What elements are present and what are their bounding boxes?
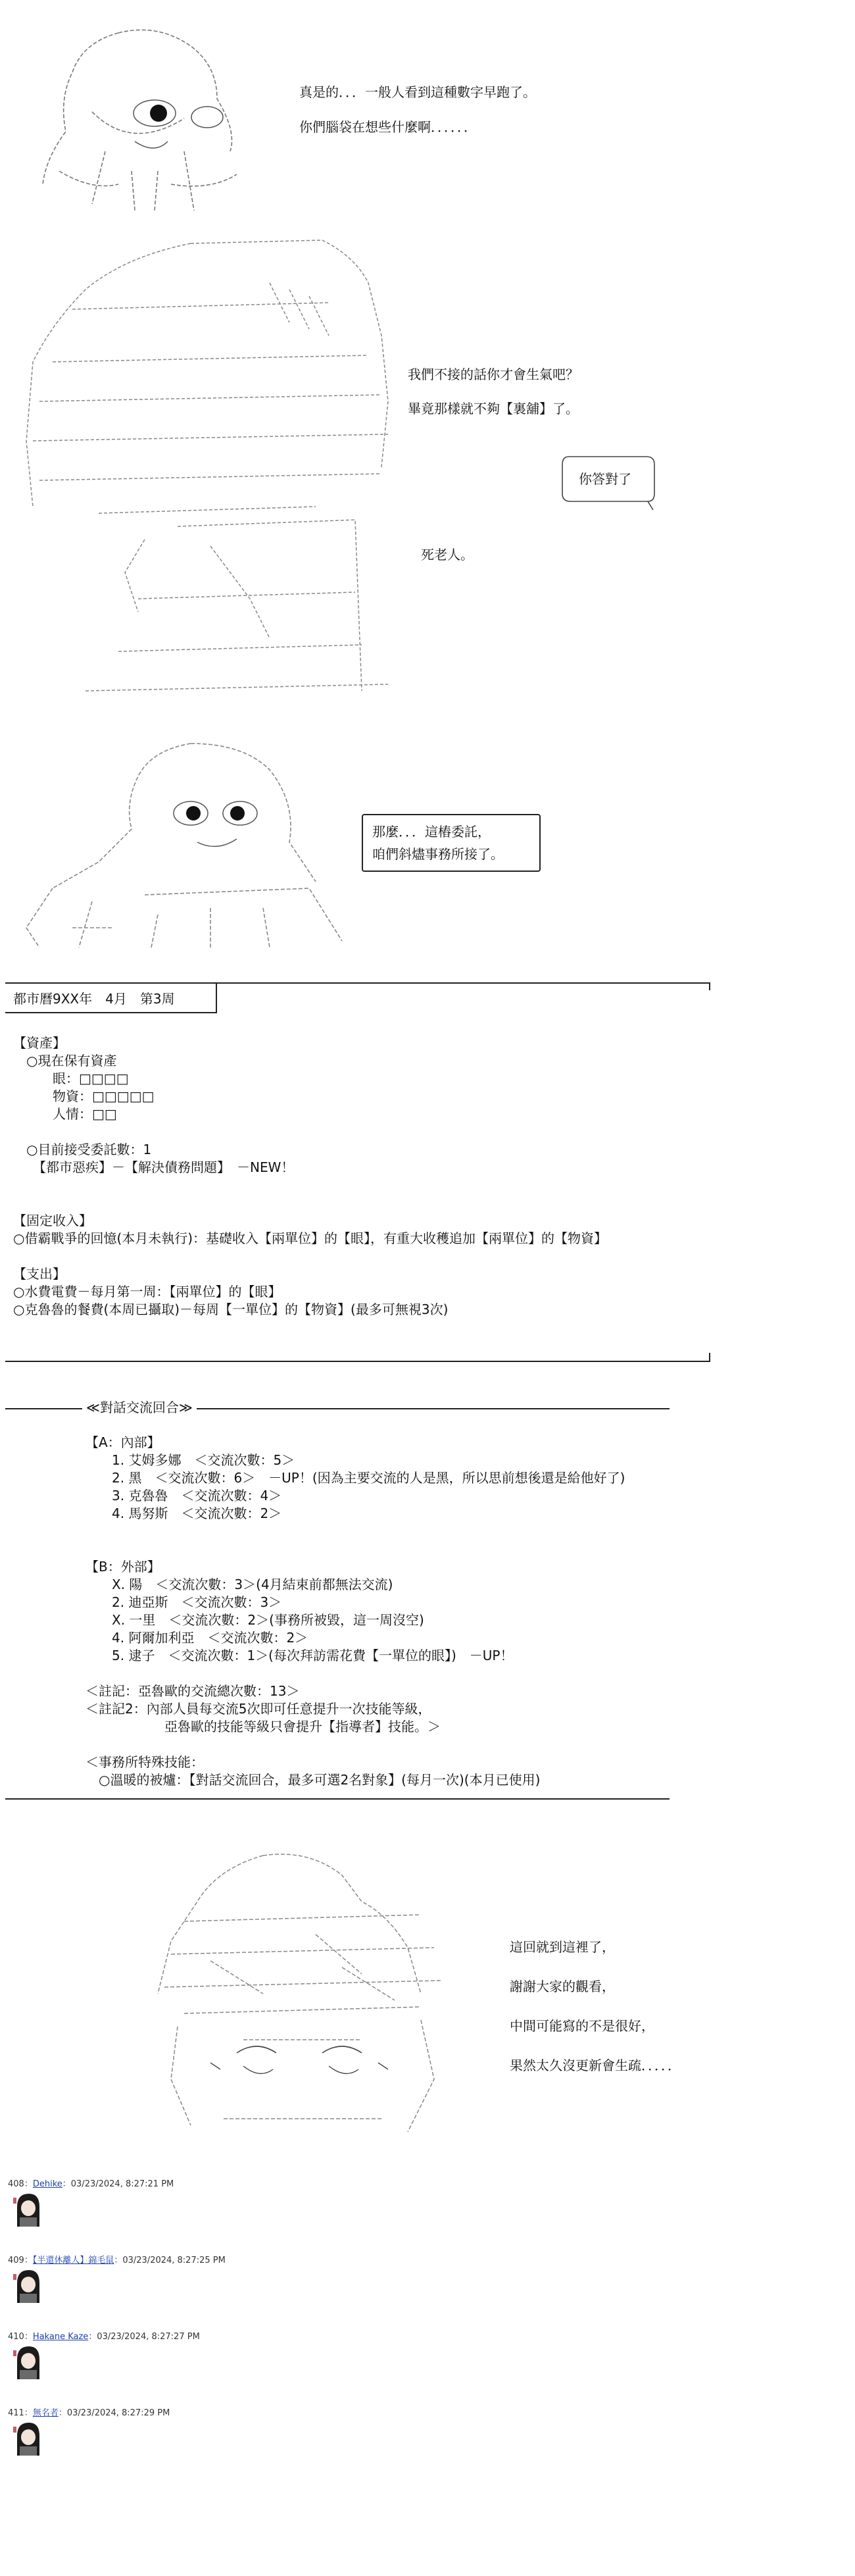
post-username-link[interactable]: Hakane Kaze bbox=[32, 2332, 89, 2342]
dialogue-line: 5. 逮子 ＜交流次數：1＞(每次拜訪需花費【一單位的眼】) －UP！ bbox=[86, 1648, 514, 1663]
panel3-dialogue-box bbox=[362, 814, 541, 872]
status-line: ○借霸戰爭的回憶(本月未執行)：基礎收入【兩單位】的【眼】，有重大收穫追加【兩單位】的【物資】 bbox=[13, 1230, 608, 1246]
post-username-link[interactable]: Dehike bbox=[32, 2179, 62, 2189]
post-timestamp: ：03/23/2024, 8:27:29 PM bbox=[58, 2408, 170, 2418]
dialogue-line: ＜註記：亞魯歐的交流總次數：13＞ bbox=[86, 1683, 300, 1699]
status-line bbox=[13, 1248, 607, 1265]
status-line bbox=[13, 1123, 607, 1141]
avatar bbox=[12, 2344, 42, 2381]
status-line: 【支出】 bbox=[13, 1266, 66, 1282]
status-header: 都市曆9XX年 4月 第3周 bbox=[13, 991, 175, 1007]
post-timestamp: ：03/23/2024, 8:27:21 PM bbox=[62, 2179, 174, 2189]
ascii-art-character-3 bbox=[13, 730, 355, 954]
status-top-rule bbox=[5, 982, 710, 984]
post-number: 410： bbox=[8, 2332, 33, 2342]
status-line bbox=[13, 1194, 607, 1212]
post-header bbox=[8, 2406, 170, 2418]
status-line: ○目前接受委託數：1 bbox=[13, 1142, 152, 1157]
ascii-art-character-1 bbox=[20, 20, 270, 217]
dialogue-line: ○溫暖的被爐：【對話交流回合，最多可選2名對象】(每月一次)(本月已使用) bbox=[86, 1772, 541, 1788]
panel1-line2: 你們腦袋在想些什麼啊．．．．．． bbox=[299, 119, 477, 135]
dialogue-round-list bbox=[86, 1416, 625, 1789]
dialogue-line bbox=[86, 1523, 625, 1540]
dialogue-line: X. 陽 ＜交流次數：3＞(4月結束前都無法交流) bbox=[86, 1577, 393, 1592]
dialogue-line: 【A：內部】 bbox=[86, 1434, 160, 1450]
dialogue-line bbox=[86, 1416, 625, 1434]
ascii-art-character-4 bbox=[145, 1842, 460, 2158]
status-header-tick bbox=[216, 982, 217, 1012]
post-number: 408： bbox=[8, 2179, 33, 2189]
status-top-rule-end bbox=[709, 982, 710, 990]
panel4-line3: 中間可能寫的不是很好， bbox=[510, 2018, 654, 2034]
dialogue-line bbox=[86, 1540, 625, 1558]
status-line: ○克魯魯的餐費(本周已攝取)－每周【一單位】的【物資】(最多可無視3次) bbox=[13, 1301, 449, 1317]
panel2-line3: 死老人。 bbox=[421, 547, 474, 563]
post-number: 409： bbox=[8, 2256, 33, 2265]
panel4-line1: 這回就到這裡了， bbox=[510, 1939, 615, 1955]
dialogue-bottom-rule bbox=[5, 1798, 670, 1800]
ascii-art-character-2 bbox=[13, 230, 408, 717]
post-timestamp: ：03/23/2024, 8:27:27 PM bbox=[88, 2332, 200, 2342]
status-line bbox=[13, 1017, 607, 1034]
post-username-link[interactable]: 【半還休離人】錦毛鼠 bbox=[32, 2256, 114, 2265]
dialogue-line: X. 一里 ＜交流次數：2＞(事務所被毀，這一周沒空) bbox=[86, 1612, 424, 1628]
dialogue-line: 2. 黑 ＜交流次數：6＞ －UP！(因為主要交流的人是黑，所以思前想後還是給他好了) bbox=[86, 1470, 625, 1486]
status-header-underline bbox=[5, 1012, 217, 1013]
avatar bbox=[12, 2420, 42, 2457]
panel2-line2: 畢竟那樣就不夠【裏舖】了。 bbox=[408, 401, 579, 417]
dialogue-line bbox=[86, 1665, 625, 1682]
dialogue-line: 4. 馬努斯 ＜交流次數：2＞ bbox=[86, 1505, 282, 1521]
post-header bbox=[8, 2253, 226, 2265]
post-timestamp: ：03/23/2024, 8:27:25 PM bbox=[114, 2256, 226, 2265]
post-header bbox=[8, 2177, 174, 2189]
panel1-line1: 真是的．．．一般人看到這種數字早跑了。 bbox=[299, 84, 536, 100]
status-line: 【資產】 bbox=[13, 1035, 66, 1051]
post-header bbox=[8, 2329, 200, 2342]
panel2-line1: 我們不接的話你才會生氣吧？ bbox=[408, 366, 579, 382]
dialogue-line: 4. 阿爾加利亞 ＜交流次數：2＞ bbox=[86, 1630, 308, 1646]
avatar bbox=[12, 2191, 42, 2228]
status-line: ○現在保有資產 bbox=[13, 1053, 117, 1069]
status-line: 物資：□□□□□ bbox=[13, 1088, 155, 1104]
dialogue-line: 2. 迪亞斯 ＜交流次數：3＞ bbox=[86, 1594, 282, 1610]
status-line: ○水費電費－每月第一周：【兩單位】的【眼】 bbox=[13, 1284, 281, 1300]
dialogue-line bbox=[86, 1736, 625, 1754]
panel4-line4: 果然太久沒更新會生疏．．．．． bbox=[510, 2058, 681, 2073]
status-line: 【固定收入】 bbox=[13, 1213, 92, 1228]
panel3-line2: 咱們斜燼事務所接了。 bbox=[372, 846, 504, 862]
status-bottom-rule-end bbox=[709, 1353, 710, 1361]
panel3-line1: 那麼．．．這樁委託， bbox=[372, 824, 491, 840]
status-line: 人情：□□ bbox=[13, 1106, 117, 1122]
dialogue-line: ＜註記2：內部人員每交流5次即可任意提升一次技能等級， bbox=[86, 1701, 431, 1717]
panel4-line2: 謝謝大家的觀看， bbox=[510, 1979, 615, 1994]
dialogue-line: 【B：外部】 bbox=[86, 1559, 160, 1575]
dialogue-line: ＜事務所特殊技能： bbox=[86, 1754, 204, 1770]
dialogue-round-title: ≪對話交流回合≫ bbox=[82, 1399, 197, 1417]
post-username-link[interactable]: 無名者 bbox=[32, 2408, 59, 2418]
post-number: 411： bbox=[8, 2408, 33, 2418]
dialogue-line: 亞魯歐的技能等級只會提升【指導者】技能。＞ bbox=[86, 1719, 441, 1734]
status-bottom-rule bbox=[5, 1361, 710, 1362]
status-line: 眼：□□□□ bbox=[13, 1071, 129, 1086]
status-line bbox=[13, 1176, 607, 1194]
speech-bubble-text: 你答對了 bbox=[579, 471, 631, 487]
dialogue-line: 1. 艾姆多娜 ＜交流次數：5＞ bbox=[86, 1452, 295, 1468]
dialogue-line: 3. 克魯魯 ＜交流次數：4＞ bbox=[86, 1488, 282, 1503]
status-list bbox=[13, 1017, 607, 1319]
status-line: 【都市惡疾】－【解決債務問題】 －NEW！ bbox=[13, 1159, 295, 1175]
avatar bbox=[12, 2267, 42, 2304]
